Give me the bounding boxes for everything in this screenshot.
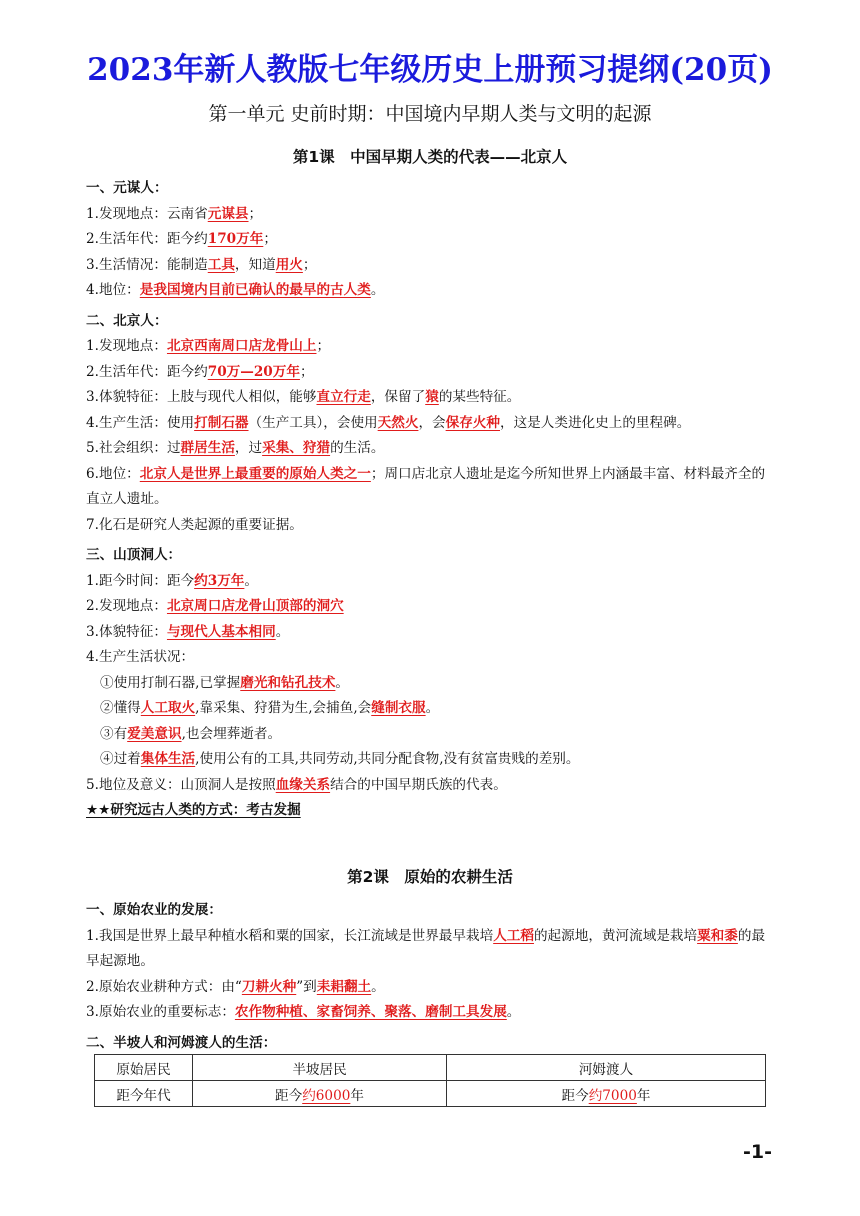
keyword: 170万年 — [207, 231, 264, 247]
table-cell: 距今约7000年 — [447, 1081, 766, 1107]
list-item: 2.生活年代：距今约170万年； — [86, 231, 277, 247]
keyword: 磨光和钻孔技术 — [240, 674, 336, 691]
list-item: 4.生产生活状况： — [86, 649, 195, 665]
keyword: 刀耕火种 — [241, 978, 297, 995]
section-heading: 三、山顶洞人： — [86, 547, 182, 563]
keyword: 群居生活 — [180, 440, 235, 456]
keyword: 直立行走 — [316, 389, 371, 405]
list-item: ④过着集体生活,使用公有的工具,共同劳动,共同分配食物,没有贫富贵贱的差别。 — [100, 751, 580, 767]
list-item: 1.我国是世界上最早种植水稻和粟的国家，长江流域是世界最早栽培人工稻的起源地，黄河流域是栽培粟和黍的最早起源地。 — [86, 927, 766, 969]
keyword: 粟和黍 — [697, 927, 738, 944]
section-heading: 二、北京人： — [86, 312, 168, 329]
keyword: 约6000 — [302, 1087, 351, 1104]
keyword: 工具 — [207, 256, 235, 273]
keyword: 天然火 — [377, 414, 419, 431]
keyword: 约7000 — [588, 1087, 637, 1104]
comparison-table — [94, 1054, 766, 1107]
keyword: 人工取火 — [140, 700, 196, 716]
list-item: 1.发现地点：云南省元谋县； — [86, 205, 263, 222]
list-item: 1.距今时间：距今约3万年。 — [86, 572, 258, 589]
keyword: 农作物种植、家畜饲养、聚落、磨制工具发展 — [234, 1004, 507, 1020]
lesson-2-heading: 第2课 原始的农耕生活 — [347, 868, 513, 886]
keyword: 北京西南周口店龙骨山上 — [166, 338, 317, 354]
table-header-cell: 半坡居民 — [193, 1055, 447, 1081]
section-heading: 一、元谋人： — [86, 180, 168, 196]
keyword: 人工稻 — [493, 927, 534, 944]
keyword: 缝制衣服 — [371, 700, 426, 716]
keyword: 70万—20万年 — [207, 363, 300, 380]
keyword: 爱美意识 — [127, 725, 182, 742]
keyword: 北京周口店龙骨山顶部的洞穴 — [166, 598, 344, 614]
table-row — [95, 1081, 766, 1107]
lesson-1-body — [86, 175, 774, 824]
table-cell: 距今约6000年 — [193, 1081, 447, 1107]
keyword: 北京人是世界上最重要的原始人类之一 — [139, 465, 371, 482]
list-item: 2.发现地点：北京周口店龙骨山顶部的洞穴 — [86, 598, 344, 614]
list-item: 2.原始农业耕种方式：由“刀耕火种”到耒耜翻土。 — [86, 978, 385, 995]
table-cell: 距今年代 — [95, 1081, 193, 1107]
table-header-cell: 河姆渡人 — [447, 1055, 766, 1081]
list-item: 2.生活年代：距今约70万—20万年； — [86, 363, 314, 380]
lesson-2-body — [86, 897, 774, 1056]
document-title: 2023年新人教版七年级历史上册预习提纲(20页) — [87, 52, 773, 88]
keyword: 与现代人基本相同 — [166, 623, 276, 640]
section-heading: 二、半坡人和河姆渡人的生活： — [86, 1034, 277, 1051]
star-note: ★★研究远古人类的方式：考古发掘 — [86, 802, 301, 818]
list-item: 5.社会组织：过群居生活，过采集、狩猎的生活。 — [86, 440, 385, 456]
keyword: 元谋县 — [207, 205, 249, 222]
unit-title: 第一单元 史前时期：中国境内早期人类与文明的起源 — [208, 103, 652, 125]
list-item: 1.发现地点：北京西南周口店龙骨山上； — [86, 338, 331, 354]
keyword: 集体生活 — [140, 751, 196, 767]
list-item: 4.地位：是我国境内目前已确认的最早的古人类。 — [86, 282, 385, 298]
lesson-1-heading: 第1课 中国早期人类的代表——北京人 — [292, 148, 568, 166]
table-header-cell: 原始居民 — [95, 1055, 193, 1081]
list-item: 7.化石是研究人类起源的重要证据。 — [86, 516, 303, 533]
list-item: ③有爱美意识,也会埋葬逝者。 — [100, 725, 282, 742]
list-item: 3.体貌特征：上肢与现代人相似，能够直立行走，保留了猿的某些特征。 — [86, 389, 521, 405]
list-item: 5.地位及意义：山顶洞人是按照血缘关系结合的中国早期氏族的代表。 — [86, 776, 507, 793]
page-number: -1- — [743, 1141, 772, 1163]
keyword: 约3万年 — [194, 572, 245, 589]
list-item: 6.地位：北京人是世界上最重要的原始人类之一；周口店北京人遗址是迄今所知世界上内涵最丰富、材料最齐全的直立人遗址。 — [86, 465, 766, 507]
keyword: 耒耜翻土 — [316, 978, 372, 995]
keyword: 用火 — [275, 256, 303, 273]
keyword: 是我国境内目前已确认的最早的古人类 — [139, 282, 371, 298]
keyword: 打制石器 — [194, 414, 249, 431]
list-item: 4.生产生活：使用打制石器（生产工具），会使用天然火，会保存火种，这是人类进化史上的里程碑。 — [86, 414, 691, 431]
list-item: 3.生活情况：能制造工具，知道用火； — [86, 256, 317, 273]
table-row — [95, 1055, 766, 1081]
list-item: 3.体貌特征：与现代人基本相同。 — [86, 623, 290, 640]
keyword: 保存火种 — [445, 414, 500, 431]
keyword: 采集、狩猎 — [262, 440, 331, 456]
keyword: 血缘关系 — [275, 776, 331, 793]
list-item: ②懂得人工取火,靠采集、狩猎为生,会捕鱼,会缝制衣服。 — [100, 700, 440, 716]
keyword: 猿 — [425, 389, 439, 405]
section-heading: 一、原始农业的发展： — [86, 902, 222, 918]
list-item: 3.原始农业的重要标志：农作物种植、家畜饲养、聚落、磨制工具发展。 — [86, 1004, 521, 1020]
list-item: ①使用打制石器,已掌握磨光和钻孔技术。 — [100, 674, 350, 691]
